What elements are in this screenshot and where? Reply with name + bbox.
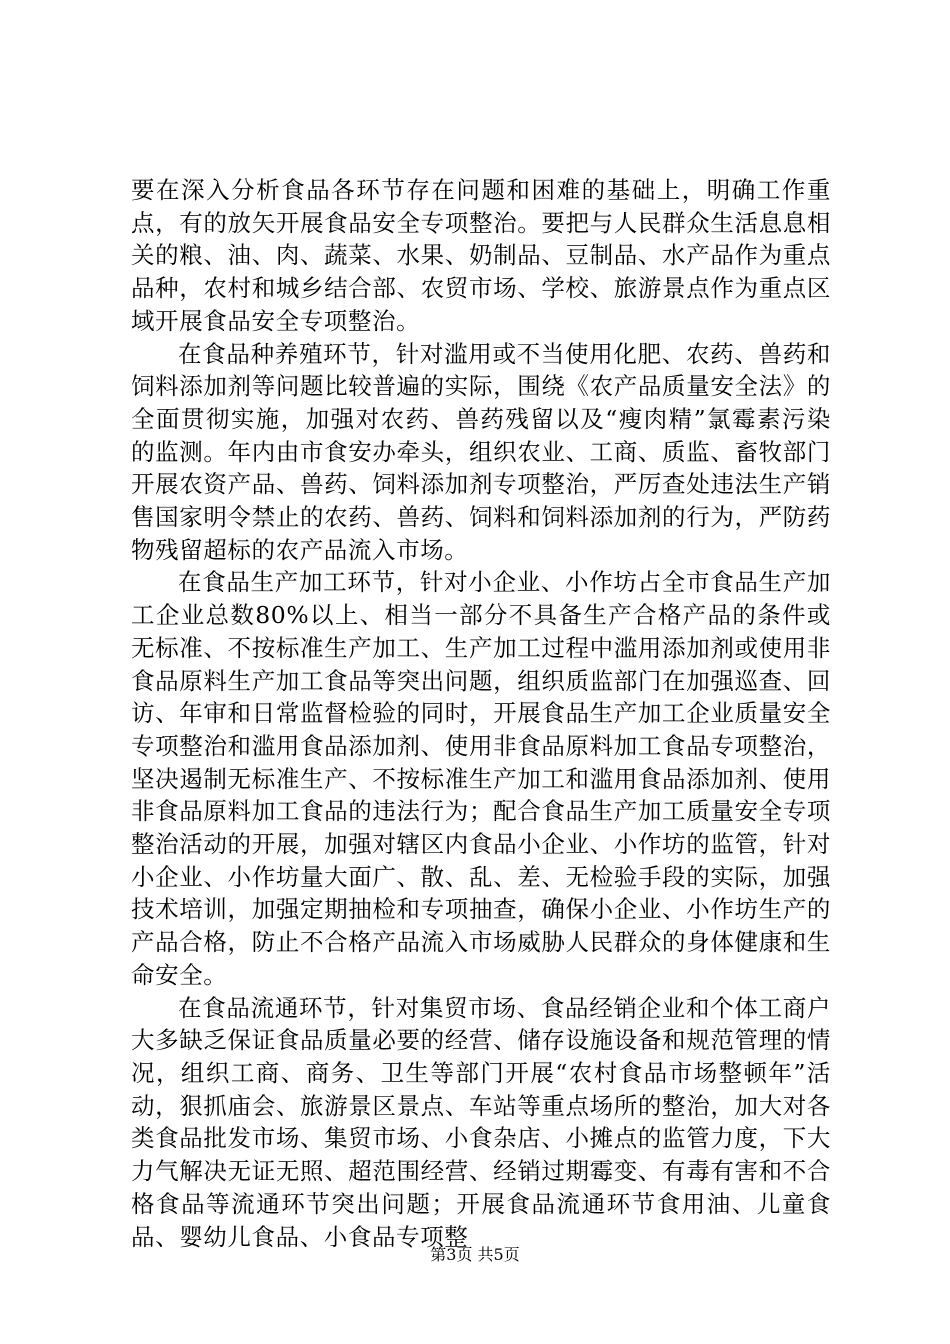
paragraph-3: 在食品生产加工环节，针对小企业、小作坊占全市食品生产加工企业总数80%以上、相当一部分不具备生产合格产品的条件或无标准、不按标准生产加工、生产加工过程中滥用添加剂或使用非食品原料生产加工食品等突出问题，组织质监部门在加强巡查、回访、年审和日常监督检验的同时，开展食品生产加工企业质量安全专项整治和滥用食品添加剂、使用非食品原料加工食品专项整治，坚决遏制无标准生产、不按标准生产加工和滥用食品添加剂、使用非食品原料加工食品的违法行为；配合食品生产加工质量安全专项整治活动的开展，加强对辖区内食品小企业、小作坊的监管，针对小企业、小作坊量大面广、散、乱、差、无检验手段的实际，加强技术培训，加强定期抽检和专项抽查，确保小企业、小作坊生产的产品合格，防止不合格产品流入市场威胁人民群众的身体健康和生命安全。 [131, 568, 831, 989]
paragraph-2: 在食品种养殖环节，针对滥用或不当使用化肥、农药、兽药和饲料添加剂等问题比较普遍的实际，围绕《农产品质量安全法》的全面贯彻实施，加强对农药、兽药残留以及“瘦肉精”氯霉素污染的监测。年内由市食安办牵头，组织农业、工商、质监、畜牧部门开展农资产品、兽药、饲料添加剂专项整治，严厉查处违法生产销售国家明令禁止的农药、兽药、饲料和饲料添加剂的行为，严防药物残留超标的农产品流入市场。 [131, 339, 831, 564]
paragraph-4: 在食品流通环节，针对集贸市场、食品经销企业和个体工商户大多缺乏保证食品质量必要的经营、储存设施设备和规范管理的情况，组织工商、商务、卫生等部门开展“农村食品市场整顿年”活动，狠抓庙会、旅游景区景点、车站等重点场所的整治，加大对各类食品批发市场、集贸市场、小食杂店、小摊点的监管力度，下大力气解决无证无照、超范围经营、经销过期霉变、有毒有害和不合格食品等流通环节突出问题；开展食品流通环节食用油、儿童食品、婴幼儿食品、小食品专项整 [131, 993, 831, 1251]
page-number-footer: 第3页 共5页 [430, 1245, 520, 1264]
document-body [131, 174, 831, 1253]
paragraph-1: 要在深入分析食品各环节存在问题和困难的基础上，明确工作重点，有的放矢开展食品安全专项整治。要把与人民群众生活息息相关的粮、油、肉、蔬菜、水果、奶制品、豆制品、水产品作为重点品种，农村和城乡结合部、农贸市场、学校、旅游景点作为重点区域开展食品安全专项整治。 [131, 176, 831, 335]
